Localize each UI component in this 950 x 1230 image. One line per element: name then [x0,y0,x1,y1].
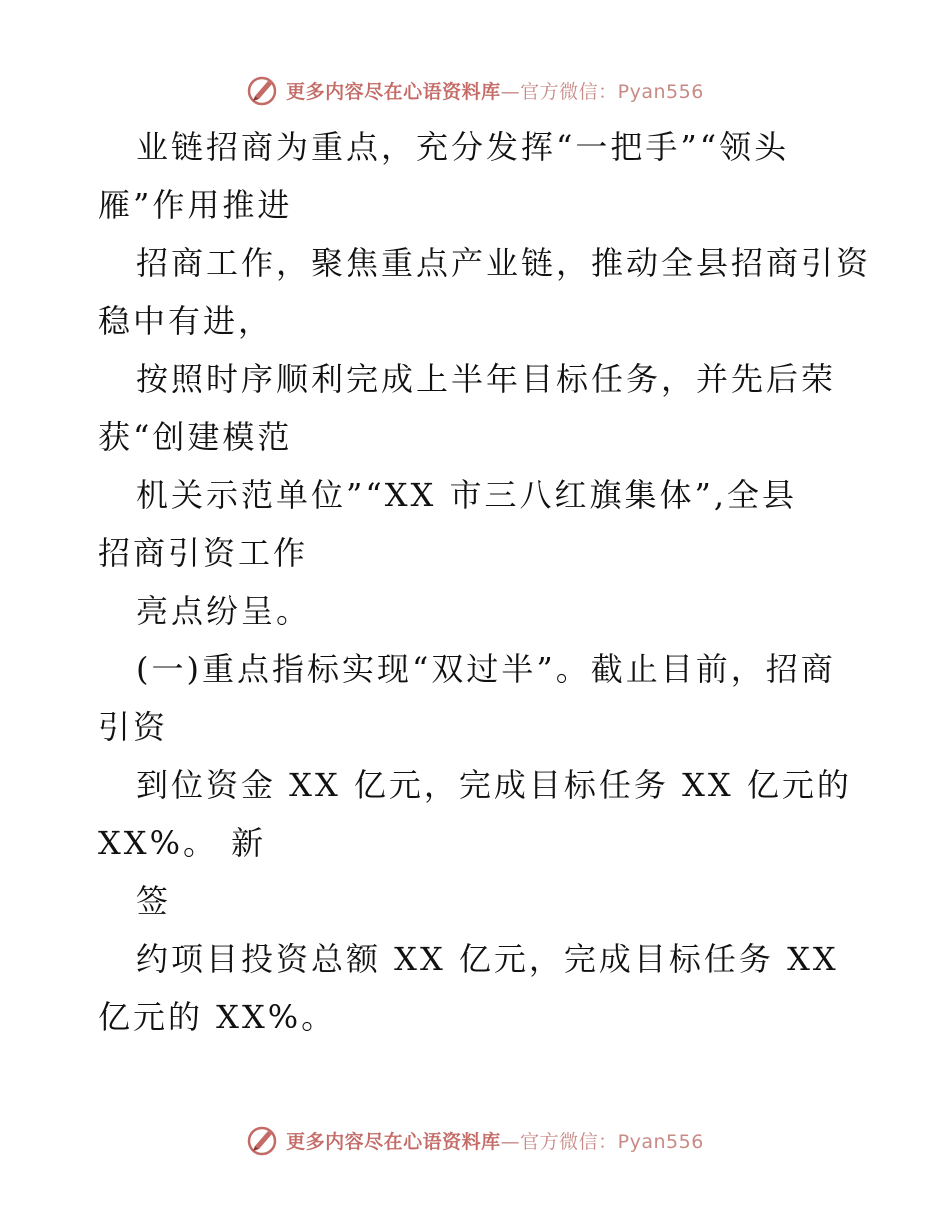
paragraph-line: 稳中有进， [98,302,274,340]
paragraph-line: 按照时序顺利完成上半年目标任务，并先后荣 [136,360,837,398]
watermark-text [286,1127,704,1154]
header-watermark [0,70,950,110]
watermark-text [286,77,704,104]
paragraph-line: 业链招商为重点，充分发挥“一把手”“领头 [136,128,790,166]
footer-watermark [0,1120,950,1160]
watermark-brand: 更多内容尽在心语资料库 [286,80,501,103]
paragraph-line: 签 [136,882,172,920]
watermark-brand: 更多内容尽在心语资料库 [286,1130,501,1153]
watermark-wechat: 官方微信：Pyan556 [520,1130,704,1153]
paragraph-line: (一)重点指标实现“双过半”。截止目前，招商 [136,650,836,688]
paragraph-line: 亿元的 XX%。 [98,998,337,1036]
paragraph-line: 约项目投资总额 XX 亿元，完成目标任务 XX [136,940,839,978]
paragraph-line: 引资 [98,708,169,746]
paragraph-line: 招商工作，聚焦重点产业链，推动全县招商引资 [136,244,872,282]
paragraph-line: 亮点纷呈。 [136,592,312,630]
pen-logo-icon [246,74,278,106]
document-body [98,118,872,1046]
paragraph-line: 雁”作用推进 [98,186,293,224]
paragraph-line: 到位资金 XX 亿元，完成目标任务 XX 亿元的 [136,766,852,804]
paragraph-line: 招商引资工作 [98,534,309,572]
paragraph-line: 获“创建模范 [98,418,293,456]
watermark-separator: — [500,80,521,103]
pen-logo-icon [246,1124,278,1156]
paragraph-line: 机关示范单位”“XX 市三八红旗集体”,全县 [136,476,797,514]
watermark-separator: — [500,1130,521,1153]
watermark-wechat: 官方微信：Pyan556 [520,80,704,103]
paragraph-line: XX%。 新 [98,824,267,862]
